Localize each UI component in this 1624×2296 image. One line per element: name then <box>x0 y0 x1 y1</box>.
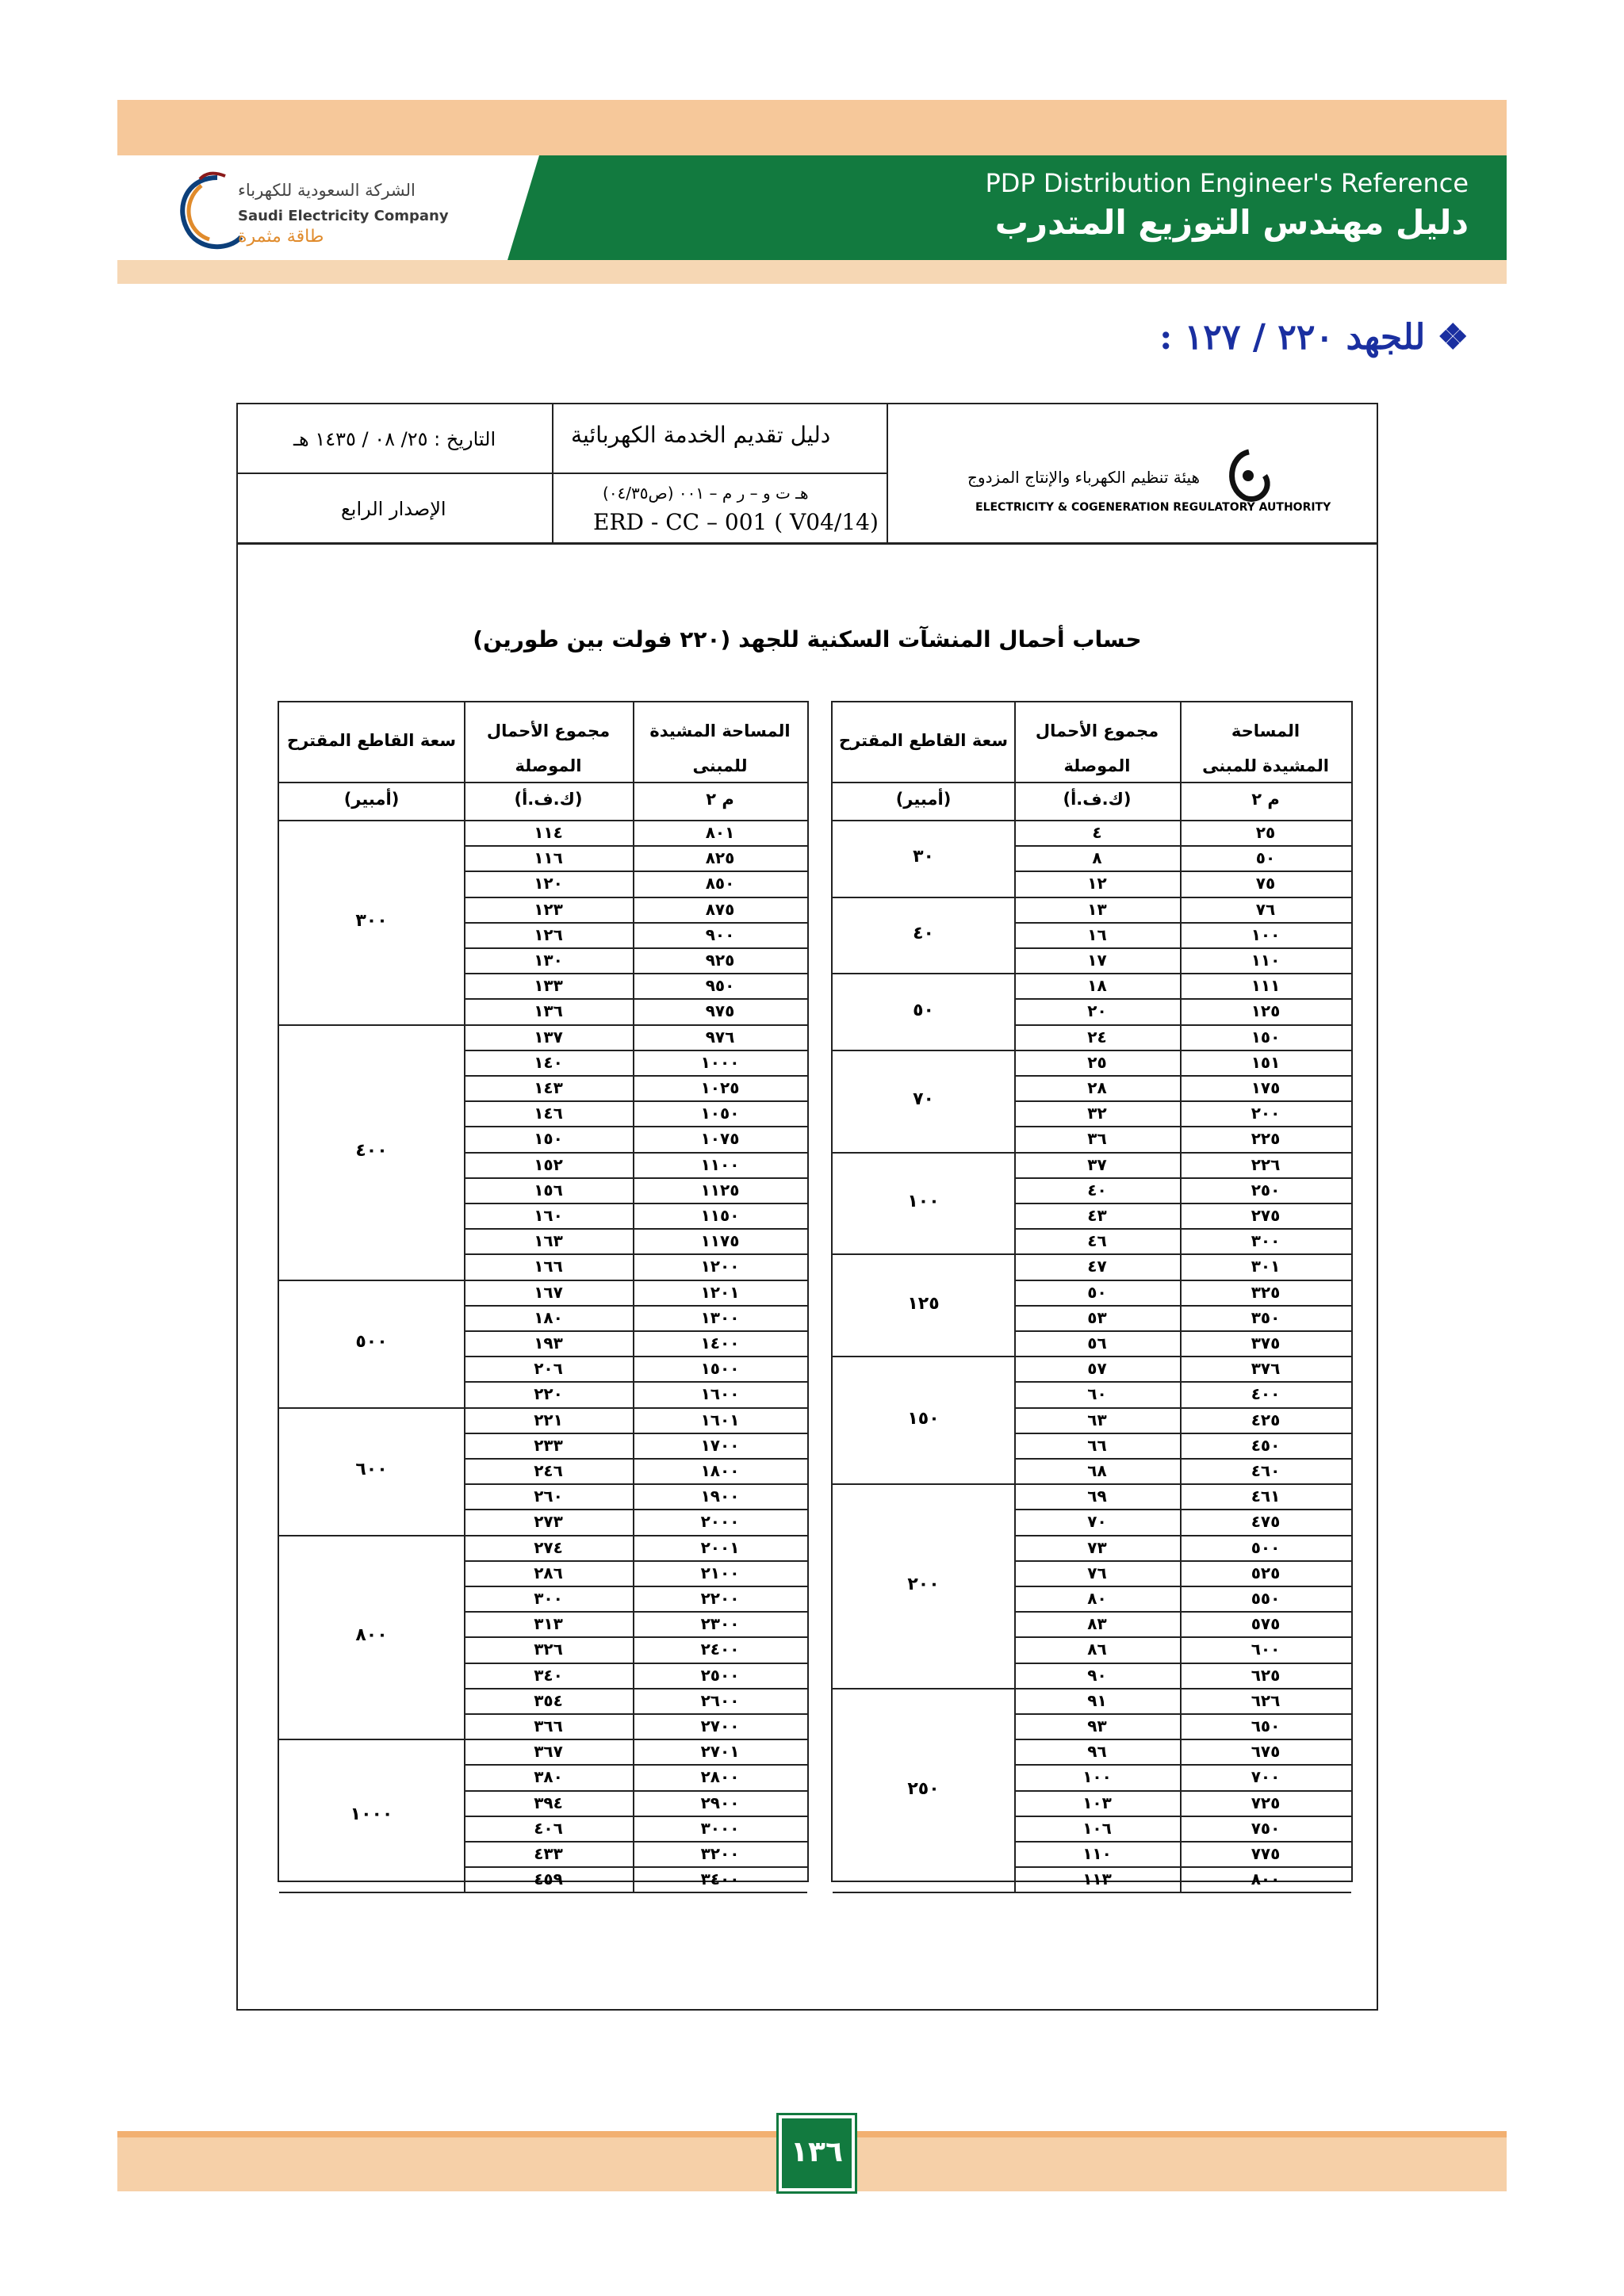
document-code-en: ERD - CC – 001 ( V04/14) <box>593 509 879 535</box>
right-load-cell: ٢٥ <box>1087 1052 1107 1072</box>
left-load-cell: ١١٦ <box>534 848 563 868</box>
right-load-cell: ٨ <box>1092 848 1102 868</box>
left-load-cell: ٣٥٤ <box>534 1690 563 1710</box>
right-load-cell: ٥٧ <box>1087 1359 1107 1379</box>
right-area-cell: ٤٢٥ <box>1251 1410 1281 1429</box>
left-load-cell: ٣٤٠ <box>534 1665 563 1685</box>
left-load-cell: ١٦٦ <box>534 1257 563 1276</box>
right-area-cell: ٥٠٠ <box>1251 1537 1281 1557</box>
left-load-cell: ٢٢٠ <box>534 1384 563 1404</box>
left-load-cell: ٢٨٦ <box>534 1563 563 1582</box>
left-load-cell: ١٢٣ <box>534 899 563 919</box>
right-area-cell: ١٥٠ <box>1251 1027 1281 1047</box>
left-unit-area: م ٢ <box>706 790 734 809</box>
left-load-cell: ٣٦٦ <box>534 1716 563 1735</box>
right-area-cell: ٧٥ <box>1255 874 1276 894</box>
right-area-cell: ٢٢٦ <box>1251 1154 1281 1174</box>
right-load-cell: ٤٧ <box>1087 1257 1107 1276</box>
header-bottom-band <box>117 260 1507 284</box>
left-area-cell: ١١٧٥ <box>700 1231 740 1251</box>
left-load-cell: ١٨٠ <box>534 1307 563 1327</box>
right-load-cell: ١٨ <box>1087 976 1107 996</box>
right-load-cell: ٨٦ <box>1087 1640 1107 1659</box>
left-area-cell: ١٠٥٠ <box>700 1104 740 1123</box>
right-load-cell: ١٣ <box>1087 899 1107 919</box>
right-unit-area: م ٢ <box>1251 790 1280 809</box>
right-area-cell: ٣٠٠ <box>1251 1231 1281 1251</box>
left-load-cell: ٣٩٤ <box>534 1793 563 1812</box>
authority-name-ar: هيئة تنظيم الكهرباء والإنتاج المزدوج <box>967 468 1201 487</box>
left-area-cell: ٣٢٠٠ <box>700 1844 740 1863</box>
left-area-cell: ١٣٠٠ <box>700 1307 740 1327</box>
left-breaker-cell: ١٠٠٠ <box>350 1804 393 1824</box>
left-area-cell: ٢٣٠٠ <box>700 1614 740 1634</box>
left-area-cell: ٨٢٥ <box>705 848 735 868</box>
left-load-cell: ١١٤ <box>534 823 563 842</box>
left-breaker-cell: ٣٠٠ <box>355 910 388 931</box>
left-area-cell: ١٢٠١ <box>700 1282 740 1302</box>
left-header-area: المساحة المشيدة للمبنى <box>649 721 791 775</box>
right-area-cell: ٤٥٠ <box>1251 1435 1281 1455</box>
left-load-cell: ١٤٠ <box>534 1052 563 1072</box>
authority-name-en: ELECTRICITY & COGENERATION REGULATORY AUTHORITY <box>975 501 1331 514</box>
right-load-cell: ٦٣ <box>1087 1410 1107 1429</box>
right-area-cell: ٢٠٠ <box>1251 1104 1281 1123</box>
right-area-cell: ٣٥٠ <box>1251 1307 1281 1327</box>
right-load-cell: ٩٠ <box>1087 1665 1107 1685</box>
left-load-cell: ١٣٠ <box>534 951 563 970</box>
left-breaker-cell: ٤٠٠ <box>355 1140 388 1161</box>
left-load-cell: ١٣٦ <box>534 1001 563 1021</box>
left-load-cell: ٣٢٦ <box>534 1640 563 1659</box>
left-load-cell: ١٥٢ <box>534 1154 563 1174</box>
right-area-cell: ٥٠ <box>1255 848 1276 868</box>
left-area-cell: ١٤٠٠ <box>700 1334 740 1353</box>
left-breaker-cell: ٨٠٠ <box>355 1625 388 1646</box>
document-edition: الإصدار الرابع <box>341 498 446 520</box>
right-load-cell: ٢٤ <box>1087 1027 1107 1047</box>
right-load-cell: ٦٠ <box>1087 1384 1107 1404</box>
left-area-cell: ٢٥٠٠ <box>700 1665 740 1685</box>
right-area-cell: ٥٢٥ <box>1251 1563 1281 1582</box>
left-load-cell: ١٢٦ <box>534 924 563 944</box>
left-load-cell: ٢٤٦ <box>534 1461 563 1480</box>
left-area-cell: ٢٠٠٠ <box>700 1512 740 1532</box>
left-load-cell: ١٤٣ <box>534 1078 563 1097</box>
right-load-cell: ٢٨ <box>1087 1078 1107 1097</box>
left-area-cell: ٩٥٠ <box>705 976 735 996</box>
right-breaker-cell: ٢٠٠ <box>907 1575 940 1594</box>
left-area-cell: ١٠٢٥ <box>700 1078 740 1097</box>
left-load-cell: ٣٠٠ <box>534 1589 563 1608</box>
document-date: التاريخ : ٢٥/ ٠٨ / ١٤٣٥ هـ <box>293 428 496 450</box>
left-load-cell: ١٩٣ <box>534 1334 563 1353</box>
left-load-cell: ١٣٣ <box>534 976 563 996</box>
right-load-cell: ٥٦ <box>1087 1334 1107 1353</box>
left-load-cell: ٢٧٣ <box>534 1512 563 1532</box>
right-load-cell: ٩٦ <box>1087 1742 1107 1762</box>
left-load-cell: ٣٦٧ <box>534 1742 563 1762</box>
left-area-cell: ١٥٠٠ <box>700 1359 740 1379</box>
left-area-cell: ١٧٠٠ <box>700 1435 740 1455</box>
right-area-cell: ٧٠٠ <box>1251 1767 1281 1787</box>
right-area-cell: ٣٠١ <box>1251 1257 1281 1276</box>
left-header-load: مجموع الأحمال الموصلة <box>486 721 611 775</box>
left-area-cell: ٢٧٠١ <box>700 1742 740 1762</box>
right-load-cell: ١٦ <box>1087 924 1107 944</box>
right-area-cell: ٢٥ <box>1255 823 1276 842</box>
right-area-cell: ٤٠٠ <box>1251 1384 1281 1404</box>
right-breaker-cell: ١٢٥ <box>907 1293 940 1314</box>
left-load-cell: ٤٥٩ <box>534 1869 563 1889</box>
left-breaker-cell: ٥٠٠ <box>355 1332 388 1353</box>
right-area-cell: ١٠٠ <box>1251 924 1281 944</box>
left-load-cell: ٣١٣ <box>534 1614 563 1634</box>
header-top-band <box>117 100 1507 155</box>
right-load-cell: ١١٠ <box>1082 1844 1112 1863</box>
right-load-cell: ٥٣ <box>1087 1307 1107 1327</box>
right-load-cell: ٧٦ <box>1087 1563 1107 1582</box>
right-load-cell: ٣٧ <box>1087 1154 1107 1174</box>
right-load-cell: ٦٩ <box>1087 1487 1107 1506</box>
left-area-cell: ١٨٠٠ <box>700 1461 740 1480</box>
left-area-cell: ١٦٠٠ <box>700 1384 740 1404</box>
left-load-cell: ١٦٣ <box>534 1231 563 1251</box>
right-area-cell: ٢٥٠ <box>1251 1180 1281 1200</box>
right-header-load: مجموع الأحمال الموصلة <box>1035 721 1159 775</box>
right-load-cell: ٤٦ <box>1087 1231 1107 1251</box>
right-area-cell: ٨٠٠ <box>1251 1869 1281 1889</box>
left-area-cell: ٢٢٠٠ <box>700 1589 740 1608</box>
right-unit-load: (ك.ف.أ) <box>1063 790 1132 809</box>
header-arabic-title: دليل مهندس التوزيع المتدرب <box>994 203 1469 242</box>
left-area-cell: ٢٩٠٠ <box>700 1793 740 1812</box>
voltage-heading: ❖ للجهد ٢٢٠ / ١٢٧ : <box>1159 317 1469 358</box>
right-breaker-cell: ٤٠ <box>913 923 934 943</box>
right-area-cell: ٦٥٠ <box>1251 1716 1281 1735</box>
document-header-table <box>238 404 1377 545</box>
left-load-cell: ١٥٦ <box>534 1180 563 1200</box>
load-table-right <box>831 701 1353 1889</box>
right-area-cell: ٢٢٥ <box>1251 1129 1281 1149</box>
left-area-cell: ٨٥٠ <box>705 874 735 894</box>
right-area-cell: ٣٧٦ <box>1251 1359 1281 1379</box>
left-area-cell: ٩٢٥ <box>705 951 735 970</box>
right-load-cell: ١١٣ <box>1082 1869 1112 1889</box>
right-load-cell: ٥٠ <box>1087 1282 1107 1302</box>
company-name-en: Saudi Electricity Company <box>238 208 449 224</box>
left-load-cell: ٢٦٠ <box>534 1487 563 1506</box>
right-area-cell: ٦٢٦ <box>1251 1690 1281 1710</box>
left-area-cell: ٩٧٥ <box>705 1001 735 1021</box>
right-load-cell: ٤٣ <box>1087 1206 1107 1225</box>
right-area-cell: ٢٧٥ <box>1251 1206 1281 1225</box>
right-load-cell: ٣٦ <box>1087 1129 1107 1149</box>
right-load-cell: ٤ <box>1092 823 1102 842</box>
left-load-cell: ١٢٠ <box>534 874 563 894</box>
left-area-cell: ٨٧٥ <box>705 899 735 919</box>
page-number: ١٣٦ <box>779 2115 855 2191</box>
right-load-cell: ٧٣ <box>1087 1537 1107 1557</box>
right-area-cell: ٥٥٠ <box>1251 1589 1281 1608</box>
right-load-cell: ٦٦ <box>1087 1435 1107 1455</box>
right-breaker-cell: ٢٥٠ <box>907 1778 940 1799</box>
left-area-cell: ١٦٠١ <box>700 1410 740 1429</box>
left-area-cell: ٣٤٠٠ <box>700 1869 740 1889</box>
right-load-cell: ٢٠ <box>1087 1001 1107 1021</box>
right-area-cell: ١٧٥ <box>1251 1078 1281 1097</box>
left-load-cell: ١٥٠ <box>534 1129 563 1149</box>
right-area-cell: ٦٧٥ <box>1251 1742 1281 1762</box>
left-load-cell: ١٣٧ <box>534 1027 563 1047</box>
left-unit-breaker: (أمبير) <box>343 790 400 809</box>
right-breaker-cell: ٧٠ <box>913 1089 934 1110</box>
right-area-cell: ٥٧٥ <box>1251 1614 1281 1634</box>
right-area-cell: ١١٠ <box>1251 951 1281 970</box>
right-area-cell: ١١١ <box>1251 976 1281 996</box>
right-header-breaker: سعة القاطع المقترح <box>838 731 1009 750</box>
guide-title: دليل تقديم الخدمة الكهربائية <box>571 422 831 448</box>
right-area-cell: ١٢٥ <box>1251 1001 1281 1021</box>
document-frame <box>236 403 1378 2011</box>
left-header-breaker: سعة القاطع المقترح <box>286 731 457 750</box>
left-load-cell: ١٦٧ <box>534 1282 563 1302</box>
left-area-cell: ٢١٠٠ <box>700 1563 740 1582</box>
table-title: حساب أحمال المنشآت السكنية للجهد (٢٢٠ فولت بين طورين) <box>473 626 1142 652</box>
left-area-cell: ١٠٧٥ <box>700 1129 740 1149</box>
right-area-cell: ٤٦٠ <box>1251 1461 1281 1480</box>
left-load-cell: ٢٧٤ <box>534 1537 563 1557</box>
right-unit-breaker: (أمبير) <box>895 790 952 809</box>
left-load-cell: ٤٣٣ <box>534 1844 563 1863</box>
left-load-cell: ١٦٠ <box>534 1206 563 1225</box>
company-name-ar: الشركة السعودية للكهرباء <box>238 181 416 200</box>
document-code-ar: هـ ت و – ر م – ٠٠١ (ص٠٤/٣٥) <box>603 484 809 503</box>
right-area-cell: ٧٦ <box>1255 899 1276 919</box>
right-load-cell: ٩٣ <box>1087 1716 1107 1735</box>
left-area-cell: ٢٧٠٠ <box>700 1716 740 1735</box>
right-breaker-cell: ٣٠ <box>913 847 934 867</box>
left-breaker-cell: ٦٠٠ <box>355 1460 388 1480</box>
left-area-cell: ٨٠١ <box>705 823 735 842</box>
left-area-cell: ٢٨٠٠ <box>700 1767 740 1787</box>
right-load-cell: ٨٠ <box>1087 1589 1107 1608</box>
right-load-cell: ٩١ <box>1087 1690 1107 1710</box>
right-area-cell: ٦٠٠ <box>1251 1640 1281 1659</box>
header-english-title: PDP Distribution Engineer's Reference <box>985 168 1469 198</box>
left-area-cell: ٢٠٠١ <box>700 1537 740 1557</box>
left-area-cell: ١١٥٠ <box>700 1206 740 1225</box>
right-load-cell: ١٧ <box>1087 951 1107 970</box>
left-area-cell: ١٠٠٠ <box>700 1052 740 1072</box>
right-area-cell: ٧٥٠ <box>1251 1818 1281 1838</box>
right-area-cell: ٤٦١ <box>1251 1487 1281 1506</box>
right-breaker-cell: ١٥٠ <box>907 1408 940 1429</box>
right-area-cell: ٣٧٥ <box>1251 1334 1281 1353</box>
left-load-cell: ١٤٦ <box>534 1104 563 1123</box>
left-load-cell: ٢٢١ <box>534 1410 563 1429</box>
right-load-cell: ٦٨ <box>1087 1461 1107 1480</box>
left-area-cell: ٣٠٠٠ <box>700 1818 740 1838</box>
right-load-cell: ١٠٣ <box>1082 1793 1112 1812</box>
left-load-cell: ٢٠٦ <box>534 1359 563 1379</box>
left-area-cell: ١٢٠٠ <box>700 1257 740 1276</box>
authority-logo-icon <box>1213 444 1277 507</box>
right-load-cell: ١٢ <box>1087 874 1107 894</box>
right-load-cell: ١٠٦ <box>1082 1818 1112 1838</box>
left-load-cell: ٣٨٠ <box>534 1767 563 1787</box>
left-unit-load: (ك.ف.أ) <box>514 790 583 809</box>
right-breaker-cell: ١٠٠ <box>907 1192 940 1211</box>
right-breaker-cell: ٥٠ <box>913 1000 934 1020</box>
right-load-cell: ٣٢ <box>1087 1104 1107 1123</box>
left-area-cell: ٢٦٠٠ <box>700 1690 740 1710</box>
left-load-cell: ٢٣٣ <box>534 1435 563 1455</box>
left-area-cell: ٢٤٠٠ <box>700 1640 740 1659</box>
right-area-cell: ٦٢٥ <box>1251 1665 1281 1685</box>
left-load-cell: ٤٠٦ <box>534 1818 563 1838</box>
right-area-cell: ١٥١ <box>1251 1052 1281 1072</box>
right-area-cell: ٤٧٥ <box>1251 1512 1281 1532</box>
left-area-cell: ١١٠٠ <box>700 1154 740 1174</box>
left-area-cell: ٩٧٦ <box>705 1027 735 1047</box>
right-area-cell: ٧٧٥ <box>1251 1844 1281 1863</box>
right-area-cell: ٧٢٥ <box>1251 1793 1281 1812</box>
left-area-cell: ١١٢٥ <box>700 1180 740 1200</box>
right-load-cell: ٧٠ <box>1087 1512 1107 1532</box>
right-load-cell: ٤٠ <box>1087 1180 1107 1200</box>
right-load-cell: ١٠٠ <box>1082 1767 1112 1787</box>
company-slogan: طاقة مثمرة <box>238 227 324 247</box>
left-area-cell: ١٩٠٠ <box>700 1487 740 1506</box>
right-load-cell: ٨٣ <box>1087 1614 1107 1634</box>
right-area-cell: ٣٢٥ <box>1251 1282 1281 1302</box>
load-table-left <box>278 701 809 1889</box>
right-header-area: المساحة المشيدة للمبنى <box>1202 721 1329 775</box>
left-area-cell: ٩٠٠ <box>705 924 735 944</box>
